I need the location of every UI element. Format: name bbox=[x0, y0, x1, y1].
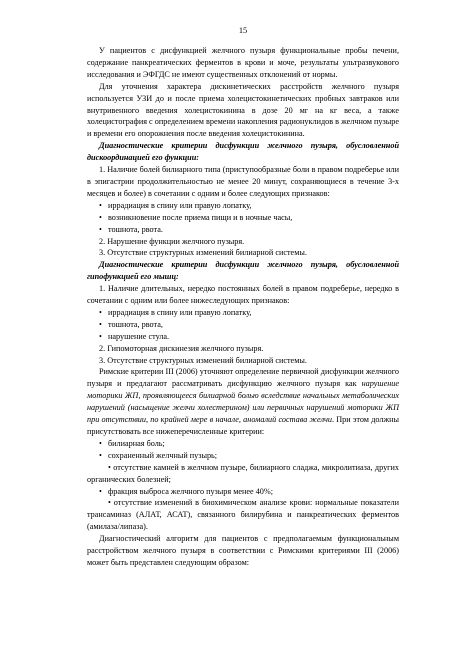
heading-hypofunction: Диагностические критерии дисфункции желчного пузыря, обусловленной гипофункцией его мышц: bbox=[87, 260, 399, 282]
bullet-icon: • bbox=[99, 200, 102, 210]
list-item: • тошнота, рвота. bbox=[99, 224, 163, 234]
list-item: • отсутствие изменений в биохимическом анализе крови: нормальные показатели трансаминаз (АЛАТ, АСАТ), связанного билирубина и панкреатических ферментов (амилаза/липаза). bbox=[87, 498, 400, 532]
criterion-long-pain: 1. Наличие длительных, нередко постоянных болей в правом подреберье, нередко в сочетании с одним или более нижеследующих признаков: bbox=[87, 284, 399, 306]
bullet-icon: • bbox=[99, 212, 102, 222]
list-item: • возникновение после приема пищи и в ночные часы, bbox=[99, 212, 293, 222]
bullet-icon: • bbox=[108, 498, 114, 508]
paragraph-diagnostics: Для уточнения характера дискинетических расстройств желчного пузыря используется УЗИ до и после приема холецистокинетических пробных завтраков или внутривенного введения холецистокинина в дозе 20 мг на кг веса, а также холецистография с определением времени накопления радионуклидов в желчном пузыре и времени его опорожнения после введения холецистокинина. bbox=[87, 81, 399, 139]
list-item: • отсутствие камней в желчном пузыре, билиарного сладжа, микролитиаза, других органических болезней; bbox=[87, 462, 399, 484]
bullet-icon: • bbox=[99, 307, 102, 317]
list-item: • сохраненный желчный пузырь; bbox=[99, 450, 218, 460]
list-item: • фракция выброса желчного пузыря менее 40%; bbox=[99, 486, 273, 496]
bullet-icon: • bbox=[99, 438, 102, 448]
list-item: • нарушение стула. bbox=[99, 331, 170, 341]
list-item: • тошнота, рвота, bbox=[99, 319, 163, 329]
paragraph-algorithm: Диагностический алгоритм для пациентов с предполагаемым функциональным расстройством желчного пузыря в соответствии с Римскими критериями III (2006) может быть представлен следующим образом: bbox=[87, 534, 399, 567]
list-item: • иррадиация в спину или правую лопатку, bbox=[99, 307, 252, 317]
page-number: 15 bbox=[238, 26, 248, 35]
criterion-pain: 1. Наличие болей билиарного типа (приступообразные боли в правом подреберье или в эпигастрии продолжительностью не менее 20 минут, сохраняющиеся в течение 3-х месяцев и более) в сочетании с одним и более следующих признаков: bbox=[87, 165, 399, 198]
rome-definition: нарушение моторики ЖП, проявляющееся билиарной болью вследствие начальных метаболических нарушений (насыщение желчи холестерином) или первичных нарушений моторики ЖП при отсутствии, по крайней мере в начале, аномалий состава желчи bbox=[87, 379, 399, 425]
criterion-structure: 3. Отсутствие структурных изменений билиарной системы. bbox=[99, 248, 307, 258]
bullet-icon: • bbox=[99, 224, 102, 234]
criterion-structure-2: 3. Отсутствие структурных изменений билиарной системы. bbox=[99, 355, 307, 365]
heading-discoordination: Диагностические критерии дисфункции желчного пузыря, обусловленной дискоординацией его функции: bbox=[87, 141, 399, 163]
paragraph-function-tests: У пациентов с дисфункцией желчного пузыря функциональные пробы печени, содержание панкреатических ферментов в крови и моче, результаты ультразвукового исследования и ЭФГДС не имеют существенных отклонений от нормы. bbox=[87, 46, 399, 79]
paragraph-rome-criteria: Римские критерии III (2006) уточняют определение первичной дисфункции желчного пузыря и предлагают рассматривать дисфункцию желчного пузыря как нарушение моторики ЖП, проявляющееся билиарной болью вследствие начальных метаболических нарушений (насыщение желчи холестерином) или первичных нарушений моторики ЖП при отсутствии, по крайней мере в начале, аномалий состава желчи. При этом должны присутствовать все нижеперечисленные критерии: bbox=[87, 367, 399, 436]
bullet-icon: • bbox=[99, 331, 102, 341]
bullet-icon: • bbox=[99, 450, 102, 460]
bullet-icon: • bbox=[108, 462, 114, 472]
list-item: • иррадиация в спину или правую лопатку, bbox=[99, 200, 252, 210]
list-item: • билиарная боль; bbox=[99, 438, 165, 448]
bullet-icon: • bbox=[99, 486, 102, 496]
criterion-function: 2. Нарушение функции желчного пузыря. bbox=[99, 236, 245, 246]
criterion-hypomotor: 2. Гипомоторная дискинезия желчного пузыря. bbox=[99, 343, 264, 353]
bullet-icon: • bbox=[99, 319, 102, 329]
